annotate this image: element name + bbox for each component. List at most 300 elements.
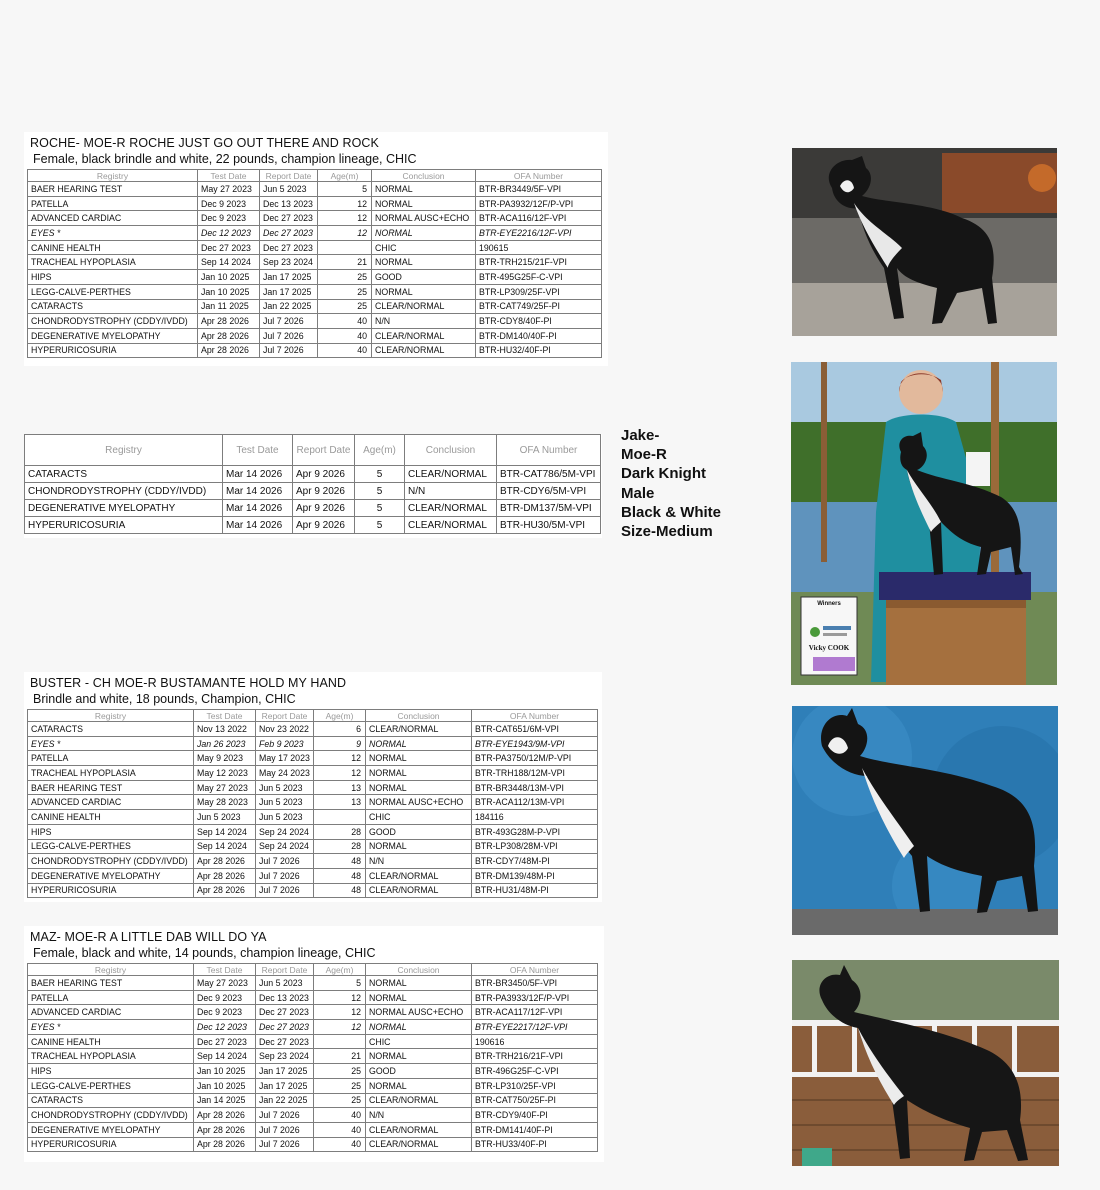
table-cell: BTR-EYE1943/9M-VPI [472,736,598,751]
jake-health-table [24,434,601,534]
table-cell: 25 [314,1093,366,1108]
table-cell: Feb 9 2023 [256,736,314,751]
table-cell: BTR-LP310/25F-VPI [472,1078,598,1093]
table-cell: 12 [314,990,366,1005]
winners-card-heading: Winners [817,601,841,607]
roche-panel [24,132,608,366]
table-cell: Dec 27 2023 [256,1020,314,1035]
table-cell: LEGG-CALVE-PERTHES [28,284,198,299]
table-cell: CHIC [366,1034,472,1049]
table-cell: Nov 13 2022 [194,722,256,737]
table-cell: Jan 10 2025 [194,1064,256,1079]
table-cell: BTR-BR3450/5F-VPI [472,976,598,991]
table-cell: BTR-LP308/28M-VPI [472,839,598,854]
table-cell: Jun 5 2023 [256,780,314,795]
table-cell: 12 [318,211,372,226]
table-row [28,883,598,898]
column-header: Registry [28,964,194,976]
table-cell: Jul 7 2026 [256,1122,314,1137]
table-cell: 40 [314,1137,366,1152]
table-cell: BTR-DM141/40F-PI [472,1122,598,1137]
table-cell: Dec 9 2023 [194,1005,256,1020]
table-cell: May 27 2023 [194,780,256,795]
table-cell: NORMAL [372,284,476,299]
jake-info-line: Male [621,484,655,502]
table-cell: Jan 17 2025 [260,284,318,299]
table-cell: CHONDRODYSTROPHY (CDDY/IVDD) [28,314,198,329]
table-row [28,328,602,343]
table-cell: HIPS [28,270,198,285]
table-cell: 6 [314,722,366,737]
table-row [28,1020,598,1035]
table-cell: NORMAL AUSC+ECHO [366,1005,472,1020]
table-cell: 5 [355,500,405,517]
table-cell: 190615 [476,240,602,255]
table-cell: NORMAL [366,1078,472,1093]
table-cell: 13 [314,795,366,810]
table-cell: BTR-HU32/40F-PI [476,343,602,358]
table-cell: Apr 28 2026 [194,1137,256,1152]
table-cell: PATELLA [28,990,194,1005]
table-row [28,1078,598,1093]
jake-panel [24,434,602,538]
table-cell: Jul 7 2026 [256,854,314,869]
maz-health-table [27,963,598,1152]
table-row [28,722,598,737]
table-cell: Nov 23 2022 [256,722,314,737]
column-header: Report Date [256,710,314,722]
column-header: Conclusion [366,710,472,722]
table-cell: Sep 14 2024 [198,255,260,270]
table-cell: Jun 5 2023 [256,795,314,810]
jake-photo [791,362,1057,685]
table-cell: 25 [314,1064,366,1079]
column-header: OFA Number [476,170,602,182]
table-row [28,1005,598,1020]
table-row [25,483,601,500]
table-row [28,240,602,255]
roche-health-table [27,169,602,358]
table-cell: BTR-CAT786/5M-VPI [497,466,601,483]
winners-card-name: Vicky COOK [808,644,850,652]
table-cell: May 24 2023 [256,766,314,781]
table-header-row [28,964,598,976]
table-cell: Dec 13 2023 [260,196,318,211]
table-cell: BTR-TRH188/12M-VPI [472,766,598,781]
table-row [28,255,602,270]
table-cell: CANINE HEALTH [28,240,198,255]
table-cell: CATARACTS [28,1093,194,1108]
buster-health-table [27,709,598,898]
column-header: OFA Number [472,710,598,722]
table-cell: EYES * [28,1020,194,1035]
table-cell: Dec 27 2023 [260,211,318,226]
table-cell: 40 [318,343,372,358]
table-cell: Sep 24 2024 [256,824,314,839]
table-cell: Jan 26 2023 [194,736,256,751]
table-cell: NORMAL [366,839,472,854]
table-row [28,751,598,766]
table-cell: Apr 9 2026 [293,517,355,534]
table-cell: TRACHEAL HYPOPLASIA [28,766,194,781]
table-cell: 190616 [472,1034,598,1049]
table-row [25,517,601,534]
buster-panel [24,672,602,902]
table-cell: Apr 28 2026 [198,343,260,358]
table-cell: May 12 2023 [194,766,256,781]
table-cell: 40 [314,1108,366,1123]
table-cell: Sep 23 2024 [256,1049,314,1064]
table-cell: Sep 14 2024 [194,839,256,854]
table-cell: BTR-CDY9/40F-PI [472,1108,598,1123]
roche-title: ROCHE- MOE-R ROCHE JUST GO OUT THERE AND ROCK [30,136,379,150]
table-cell: BTR-CAT749/25F-PI [476,299,602,314]
table-cell: GOOD [366,1064,472,1079]
table-cell: CATARACTS [28,722,194,737]
table-cell: CANINE HEALTH [28,810,194,825]
table-cell: Sep 24 2024 [256,839,314,854]
table-cell: HYPERURICOSURIA [25,517,223,534]
table-cell: BTR-DM137/5M-VPI [497,500,601,517]
table-cell: BTR-CAT651/6M-VPI [472,722,598,737]
buster-photo [792,706,1058,935]
table-row [25,500,601,517]
table-cell: NORMAL [366,1049,472,1064]
jake-info [621,426,721,541]
table-cell: BTR-TRH215/21F-VPI [476,255,602,270]
table-cell: NORMAL [366,976,472,991]
table-cell: CHIC [372,240,476,255]
table-cell: CLEAR/NORMAL [366,1122,472,1137]
table-cell: Jun 5 2023 [256,810,314,825]
table-cell: BTR-493G28M-P-VPI [472,824,598,839]
column-header: Test Date [223,435,293,466]
table-cell: BTR-BR3448/13M-VPI [472,780,598,795]
table-cell: Jan 17 2025 [256,1078,314,1093]
table-cell: Jan 22 2025 [256,1093,314,1108]
table-cell: Dec 12 2023 [198,226,260,241]
table-row [28,810,598,825]
table-cell: Jan 17 2025 [260,270,318,285]
table-cell: NORMAL [372,196,476,211]
column-header: Report Date [256,964,314,976]
table-cell: 40 [318,328,372,343]
table-cell: May 27 2023 [194,976,256,991]
roche-subtitle: Female, black brindle and white, 22 pounds, champion lineage, CHIC [33,152,417,166]
table-cell: May 9 2023 [194,751,256,766]
table-cell: 12 [314,751,366,766]
table-cell: Dec 27 2023 [198,240,260,255]
column-header: Conclusion [366,964,472,976]
table-cell: CLEAR/NORMAL [366,868,472,883]
column-header: OFA Number [472,964,598,976]
table-row [28,1049,598,1064]
table-cell: GOOD [366,824,472,839]
table-cell: HIPS [28,824,194,839]
table-cell: N/N [366,854,472,869]
table-cell: NORMAL [366,780,472,795]
table-cell: Jun 5 2023 [194,810,256,825]
table-cell: 28 [314,824,366,839]
table-row [28,226,602,241]
table-cell: Jul 7 2026 [256,1137,314,1152]
column-header: Registry [28,170,198,182]
table-cell: Jun 5 2023 [256,976,314,991]
table-cell: NORMAL AUSC+ECHO [372,211,476,226]
table-cell: May 28 2023 [194,795,256,810]
jake-info-line: Dark Knight [621,465,707,483]
table-row [28,824,598,839]
table-cell: Jan 10 2025 [198,284,260,299]
table-row [28,182,602,197]
table-cell: NORMAL [372,255,476,270]
table-row [28,299,602,314]
jake-info-line: Moe-R [621,446,667,464]
table-cell: BTR-PA3933/12F/P-VPI [472,990,598,1005]
table-cell: NORMAL [366,751,472,766]
table-cell: Dec 9 2023 [194,990,256,1005]
table-row [28,270,602,285]
table-cell: BTR-TRH216/21F-VPI [472,1049,598,1064]
table-cell: BTR-HU33/40F-PI [472,1137,598,1152]
jake-info-line: Jake- [621,427,660,444]
table-cell: Apr 9 2026 [293,500,355,517]
table-cell: BAER HEARING TEST [28,780,194,795]
table-row [25,466,601,483]
table-cell: 5 [314,976,366,991]
table-row [28,736,598,751]
table-cell: CLEAR/NORMAL [405,500,497,517]
table-cell: 25 [318,270,372,285]
table-cell: NORMAL [372,182,476,197]
table-cell: 12 [318,226,372,241]
table-cell: HIPS [28,1064,194,1079]
table-cell: TRACHEAL HYPOPLASIA [28,1049,194,1064]
table-cell: Mar 14 2026 [223,483,293,500]
table-cell: CLEAR/NORMAL [366,1093,472,1108]
table-cell: 28 [314,839,366,854]
table-cell: CLEAR/NORMAL [366,883,472,898]
table-cell: 40 [318,314,372,329]
table-cell: Apr 9 2026 [293,466,355,483]
table-cell: Apr 28 2026 [198,314,260,329]
column-header: OFA Number [497,435,601,466]
maz-photo [792,960,1059,1166]
table-cell: Jun 5 2023 [260,182,318,197]
table-cell: CLEAR/NORMAL [372,299,476,314]
table-cell: 5 [355,483,405,500]
table-cell: Apr 28 2026 [194,854,256,869]
column-header: Age(m) [355,435,405,466]
table-cell: DEGENERATIVE MYELOPATHY [28,868,194,883]
table-cell: EYES * [28,226,198,241]
table-cell: BTR-EYE2216/12F-VPI [476,226,602,241]
table-cell [314,810,366,825]
table-cell: CHONDRODYSTROPHY (CDDY/IVDD) [28,1108,194,1123]
table-cell: BAER HEARING TEST [28,182,198,197]
table-header-row [28,710,598,722]
table-cell: 25 [318,284,372,299]
table-cell: EYES * [28,736,194,751]
table-cell: Jan 10 2025 [198,270,260,285]
table-cell: May 27 2023 [198,182,260,197]
table-row [28,1108,598,1123]
table-cell: 5 [355,466,405,483]
table-cell: CATARACTS [25,466,223,483]
table-row [28,284,602,299]
table-cell: DEGENERATIVE MYELOPATHY [25,500,223,517]
table-row [28,766,598,781]
table-cell: Apr 28 2026 [194,1108,256,1123]
table-cell: BTR-LP309/25F-VPI [476,284,602,299]
table-cell: 48 [314,883,366,898]
table-header-row [25,435,601,466]
table-cell: CLEAR/NORMAL [372,328,476,343]
column-header: Report Date [260,170,318,182]
table-cell: CLEAR/NORMAL [372,343,476,358]
table-cell: Dec 27 2023 [260,240,318,255]
table-cell: N/N [366,1108,472,1123]
table-cell: BTR-CDY6/5M-VPI [497,483,601,500]
table-row [28,1064,598,1079]
maz-title: MAZ- MOE-R A LITTLE DAB WILL DO YA [30,930,267,944]
table-row [28,976,598,991]
table-row [28,1034,598,1049]
table-cell: ADVANCED CARDIAC [28,211,198,226]
table-cell: BTR-DM139/48M-PI [472,868,598,883]
column-header: Registry [25,435,223,466]
column-header: Conclusion [372,170,476,182]
table-row [28,868,598,883]
table-cell: Apr 28 2026 [194,868,256,883]
table-cell: HYPERURICOSURIA [28,883,194,898]
table-cell: BTR-DM140/40F-PI [476,328,602,343]
buster-subtitle: Brindle and white, 18 pounds, Champion, CHIC [33,692,296,706]
table-cell: DEGENERATIVE MYELOPATHY [28,1122,194,1137]
column-header: Test Date [194,710,256,722]
table-cell: Apr 28 2026 [198,328,260,343]
table-cell: Sep 14 2024 [194,1049,256,1064]
table-cell: Jul 7 2026 [260,343,318,358]
table-cell: CHONDRODYSTROPHY (CDDY/IVDD) [28,854,194,869]
table-cell: Jan 14 2025 [194,1093,256,1108]
column-header: Age(m) [314,964,366,976]
table-cell: Apr 28 2026 [194,1122,256,1137]
table-cell: BTR-EYE2217/12F-VPI [472,1020,598,1035]
table-cell: 21 [314,1049,366,1064]
table-cell [318,240,372,255]
table-cell: Dec 27 2023 [194,1034,256,1049]
table-cell: PATELLA [28,196,198,211]
table-cell: N/N [405,483,497,500]
column-header: Age(m) [318,170,372,182]
column-header: Test Date [194,964,256,976]
table-cell: 5 [355,517,405,534]
table-cell: May 17 2023 [256,751,314,766]
table-cell: Dec 9 2023 [198,211,260,226]
table-cell: Jul 7 2026 [256,1108,314,1123]
table-cell: NORMAL [366,766,472,781]
column-header: Age(m) [314,710,366,722]
table-cell: 12 [314,1020,366,1035]
table-cell: ADVANCED CARDIAC [28,795,194,810]
table-cell: BTR-PA3932/12F/P-VPI [476,196,602,211]
table-cell: BTR-HU30/5M-VPI [497,517,601,534]
table-cell: BTR-HU31/48M-PI [472,883,598,898]
table-cell: BAER HEARING TEST [28,976,194,991]
table-cell: BTR-CDY7/48M-PI [472,854,598,869]
table-cell: BTR-ACA112/13M-VPI [472,795,598,810]
table-row [28,990,598,1005]
table-cell: Jan 11 2025 [198,299,260,314]
table-cell: Jul 7 2026 [256,868,314,883]
table-header-row [28,170,602,182]
table-cell: 12 [314,1005,366,1020]
table-cell: Dec 9 2023 [198,196,260,211]
table-row [28,343,602,358]
table-cell: Jul 7 2026 [256,883,314,898]
table-cell: CANINE HEALTH [28,1034,194,1049]
table-cell: NORMAL [366,990,472,1005]
table-cell: BTR-496G25F-C-VPI [472,1064,598,1079]
table-cell: Dec 12 2023 [194,1020,256,1035]
table-cell: Mar 14 2026 [223,500,293,517]
column-header: Registry [28,710,194,722]
table-cell: Jan 22 2025 [260,299,318,314]
table-cell: BTR-CDY8/40F-PI [476,314,602,329]
table-cell: LEGG-CALVE-PERTHES [28,1078,194,1093]
table-cell: Jan 17 2025 [256,1064,314,1079]
table-row [28,854,598,869]
table-row [28,196,602,211]
maz-panel [24,926,604,1162]
table-cell: LEGG-CALVE-PERTHES [28,839,194,854]
table-cell: 48 [314,868,366,883]
table-cell: BTR-495G25F-C-VPI [476,270,602,285]
table-cell: Jan 10 2025 [194,1078,256,1093]
table-cell: Jul 7 2026 [260,328,318,343]
table-cell: 25 [318,299,372,314]
table-cell: BTR-ACA116/12F-VPI [476,211,602,226]
table-cell: 48 [314,854,366,869]
table-cell: CLEAR/NORMAL [366,722,472,737]
table-cell: Apr 9 2026 [293,483,355,500]
column-header: Test Date [198,170,260,182]
table-row [28,211,602,226]
table-cell: NORMAL AUSC+ECHO [366,795,472,810]
table-cell: PATELLA [28,751,194,766]
jake-info-line: Size-Medium [621,523,713,541]
table-cell: NORMAL [372,226,476,241]
table-cell: Mar 14 2026 [223,517,293,534]
table-row [28,1122,598,1137]
table-row [28,1137,598,1152]
table-cell: DEGENERATIVE MYELOPATHY [28,328,198,343]
table-cell: 25 [314,1078,366,1093]
table-cell: Dec 27 2023 [256,1005,314,1020]
table-cell: HYPERURICOSURIA [28,1137,194,1152]
table-cell: CLEAR/NORMAL [405,466,497,483]
table-cell: Dec 27 2023 [260,226,318,241]
table-cell: BTR-BR3449/5F-VPI [476,182,602,197]
column-header: Report Date [293,435,355,466]
table-cell: 5 [318,182,372,197]
table-cell: HYPERURICOSURIA [28,343,198,358]
table-cell: CHONDRODYSTROPHY (CDDY/IVDD) [25,483,223,500]
table-cell: Dec 27 2023 [256,1034,314,1049]
maz-subtitle: Female, black and white, 14 pounds, champion lineage, CHIC [33,946,376,960]
roche-photo [792,148,1057,336]
